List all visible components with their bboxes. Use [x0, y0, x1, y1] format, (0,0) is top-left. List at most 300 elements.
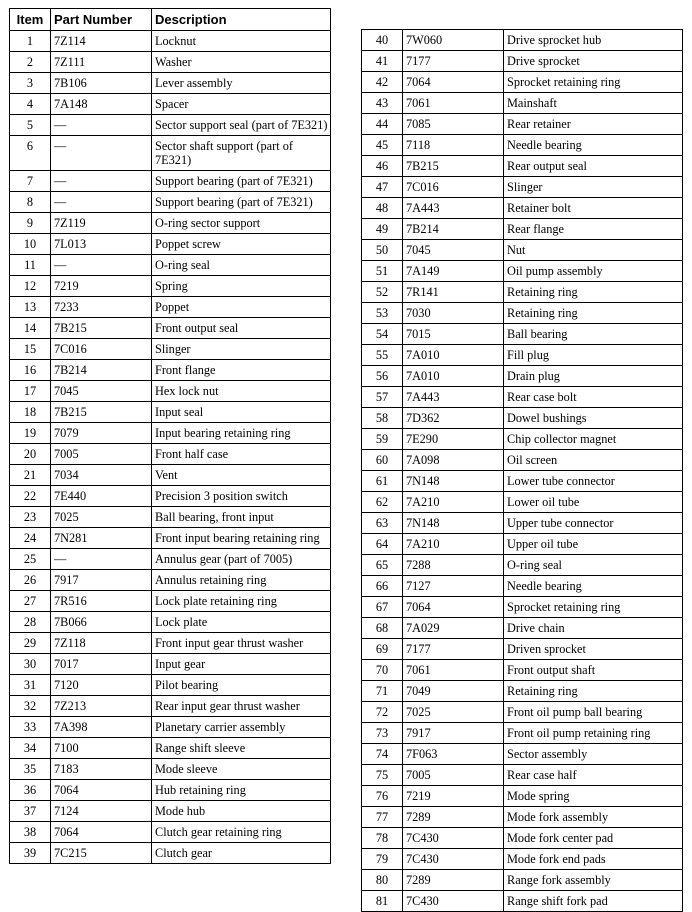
table-row: [362, 324, 683, 345]
part-number: 7E440: [51, 486, 152, 507]
part-description: Mode fork end pads: [504, 849, 683, 870]
part-number: —: [51, 255, 152, 276]
item-number: 65: [362, 555, 403, 576]
part-description: Mode hub: [152, 801, 331, 822]
part-description: Dowel bushings: [504, 408, 683, 429]
part-description: Drive sprocket: [504, 51, 683, 72]
part-description: Locknut: [152, 31, 331, 52]
table-row: [10, 115, 331, 136]
part-number: 7R516: [51, 591, 152, 612]
part-description: Rear case half: [504, 765, 683, 786]
table-row: [362, 870, 683, 891]
item-number: 26: [10, 570, 51, 591]
item-number: 80: [362, 870, 403, 891]
part-number: 7A443: [403, 198, 504, 219]
part-number: 7118: [403, 135, 504, 156]
item-number: 5: [10, 115, 51, 136]
item-number: 75: [362, 765, 403, 786]
part-number: 7219: [403, 786, 504, 807]
part-description: Sector shaft support (part of 7E321): [152, 136, 331, 171]
table-row: [10, 696, 331, 717]
item-number: 71: [362, 681, 403, 702]
table-row: [362, 345, 683, 366]
part-number: 7A149: [403, 261, 504, 282]
item-number: 54: [362, 324, 403, 345]
table-row: [10, 423, 331, 444]
part-number: 7289: [403, 807, 504, 828]
item-number: 43: [362, 93, 403, 114]
part-description: O-ring seal: [504, 555, 683, 576]
table-row: [362, 471, 683, 492]
part-description: Poppet: [152, 297, 331, 318]
part-number: 7177: [403, 639, 504, 660]
item-number: 74: [362, 744, 403, 765]
table-row: [10, 94, 331, 115]
item-number: 72: [362, 702, 403, 723]
item-number: 8: [10, 192, 51, 213]
part-description: Precision 3 position switch: [152, 486, 331, 507]
table-row: [10, 759, 331, 780]
part-description: Range fork assembly: [504, 870, 683, 891]
part-number: 7045: [403, 240, 504, 261]
table-row: [10, 213, 331, 234]
part-number: 7A029: [403, 618, 504, 639]
table-row: [362, 282, 683, 303]
parts-table-left: [9, 8, 331, 864]
item-number: 28: [10, 612, 51, 633]
part-description: Slinger: [504, 177, 683, 198]
item-number: 22: [10, 486, 51, 507]
part-number: 7177: [403, 51, 504, 72]
item-number: 17: [10, 381, 51, 402]
part-number: 7015: [403, 324, 504, 345]
table-row: [10, 801, 331, 822]
part-number: 7127: [403, 576, 504, 597]
table-row: [362, 177, 683, 198]
item-number: 52: [362, 282, 403, 303]
item-number: 7: [10, 171, 51, 192]
part-number: 7N281: [51, 528, 152, 549]
part-number: 7Z118: [51, 633, 152, 654]
header-item: Item: [10, 9, 51, 31]
part-description: Range shift fork pad: [504, 891, 683, 912]
part-number: 7183: [51, 759, 152, 780]
part-description: Clutch gear: [152, 843, 331, 864]
part-description: Hub retaining ring: [152, 780, 331, 801]
part-description: Front output seal: [152, 318, 331, 339]
item-number: 12: [10, 276, 51, 297]
table-row: [10, 738, 331, 759]
table-row: [362, 114, 683, 135]
table-row: [10, 52, 331, 73]
table-row: [362, 408, 683, 429]
part-description: Front half case: [152, 444, 331, 465]
table-row: [10, 444, 331, 465]
item-number: 70: [362, 660, 403, 681]
item-number: 34: [10, 738, 51, 759]
part-number: 7A010: [403, 345, 504, 366]
table-row: [10, 549, 331, 570]
part-description: Fill plug: [504, 345, 683, 366]
table-row: [10, 822, 331, 843]
item-number: 15: [10, 339, 51, 360]
table-row: [10, 570, 331, 591]
part-description: Lower tube connector: [504, 471, 683, 492]
part-number: 7B066: [51, 612, 152, 633]
part-description: Driven sprocket: [504, 639, 683, 660]
item-number: 41: [362, 51, 403, 72]
part-number: 7N148: [403, 471, 504, 492]
table-row: [362, 30, 683, 51]
part-description: Spring: [152, 276, 331, 297]
part-description: Oil pump assembly: [504, 261, 683, 282]
part-description: Washer: [152, 52, 331, 73]
part-number: 7A443: [403, 387, 504, 408]
part-description: Needle bearing: [504, 135, 683, 156]
part-description: Pilot bearing: [152, 675, 331, 696]
item-number: 63: [362, 513, 403, 534]
part-description: Sprocket retaining ring: [504, 72, 683, 93]
item-number: 1: [10, 31, 51, 52]
part-description: Sprocket retaining ring: [504, 597, 683, 618]
part-number: 7W060: [403, 30, 504, 51]
table-row: [362, 198, 683, 219]
table-row: [362, 261, 683, 282]
table-row: [362, 492, 683, 513]
part-number: 7124: [51, 801, 152, 822]
table-row: [362, 240, 683, 261]
table-row: [362, 723, 683, 744]
part-description: Rear flange: [504, 219, 683, 240]
table-row: [362, 786, 683, 807]
item-number: 31: [10, 675, 51, 696]
item-number: 32: [10, 696, 51, 717]
part-number: —: [51, 136, 152, 171]
table-row: [362, 576, 683, 597]
item-number: 9: [10, 213, 51, 234]
table-row: [362, 366, 683, 387]
item-number: 37: [10, 801, 51, 822]
item-number: 51: [362, 261, 403, 282]
item-number: 11: [10, 255, 51, 276]
part-number: 7025: [51, 507, 152, 528]
parts-table-right-body: [362, 30, 683, 912]
part-description: Retaining ring: [504, 303, 683, 324]
table-row: [10, 612, 331, 633]
part-description: Front flange: [152, 360, 331, 381]
item-number: 73: [362, 723, 403, 744]
item-number: 77: [362, 807, 403, 828]
part-description: Front input bearing retaining ring: [152, 528, 331, 549]
table-row: [362, 597, 683, 618]
item-number: 19: [10, 423, 51, 444]
item-number: 21: [10, 465, 51, 486]
part-number: 7B214: [403, 219, 504, 240]
part-number: 7061: [403, 93, 504, 114]
part-description: Rear case bolt: [504, 387, 683, 408]
part-description: Clutch gear retaining ring: [152, 822, 331, 843]
item-number: 2: [10, 52, 51, 73]
item-number: 10: [10, 234, 51, 255]
header-description: Description: [152, 9, 331, 31]
part-number: 7030: [403, 303, 504, 324]
part-description: Drive sprocket hub: [504, 30, 683, 51]
table-row: [362, 534, 683, 555]
part-description: Drain plug: [504, 366, 683, 387]
table-row: [10, 171, 331, 192]
part-description: Slinger: [152, 339, 331, 360]
part-number: 7C430: [403, 891, 504, 912]
table-row: [362, 51, 683, 72]
part-number: —: [51, 115, 152, 136]
item-number: 42: [362, 72, 403, 93]
part-number: 7025: [403, 702, 504, 723]
part-description: Input seal: [152, 402, 331, 423]
part-description: Ball bearing, front input: [152, 507, 331, 528]
item-number: 4: [10, 94, 51, 115]
item-number: 49: [362, 219, 403, 240]
table-row: [10, 339, 331, 360]
item-number: 59: [362, 429, 403, 450]
table-row: [10, 507, 331, 528]
part-number: 7064: [51, 822, 152, 843]
part-number: 7288: [403, 555, 504, 576]
part-description: Sector assembly: [504, 744, 683, 765]
table-row: [362, 660, 683, 681]
part-number: 7R141: [403, 282, 504, 303]
table-row: [362, 765, 683, 786]
item-number: 27: [10, 591, 51, 612]
table-row: [362, 618, 683, 639]
item-number: 76: [362, 786, 403, 807]
table-row: [10, 192, 331, 213]
item-number: 23: [10, 507, 51, 528]
table-header-row: [10, 9, 331, 31]
table-row: [10, 402, 331, 423]
part-description: Mainshaft: [504, 93, 683, 114]
item-number: 67: [362, 597, 403, 618]
item-number: 78: [362, 828, 403, 849]
item-number: 55: [362, 345, 403, 366]
item-number: 47: [362, 177, 403, 198]
part-description: Hex lock nut: [152, 381, 331, 402]
table-row: [362, 219, 683, 240]
table-row: [10, 591, 331, 612]
item-number: 35: [10, 759, 51, 780]
item-number: 66: [362, 576, 403, 597]
part-description: Lock plate: [152, 612, 331, 633]
item-number: 18: [10, 402, 51, 423]
part-number: 7C430: [403, 849, 504, 870]
part-description: Lever assembly: [152, 73, 331, 94]
part-description: Support bearing (part of 7E321): [152, 192, 331, 213]
part-number: 7079: [51, 423, 152, 444]
part-number: 7L013: [51, 234, 152, 255]
item-number: 50: [362, 240, 403, 261]
item-number: 45: [362, 135, 403, 156]
part-number: 7A098: [403, 450, 504, 471]
part-description: Nut: [504, 240, 683, 261]
part-number: 7917: [403, 723, 504, 744]
part-description: Lower oil tube: [504, 492, 683, 513]
item-number: 61: [362, 471, 403, 492]
part-description: Planetary carrier assembly: [152, 717, 331, 738]
part-description: Chip collector magnet: [504, 429, 683, 450]
item-number: 56: [362, 366, 403, 387]
item-number: 33: [10, 717, 51, 738]
part-number: —: [51, 192, 152, 213]
part-description: O-ring sector support: [152, 213, 331, 234]
part-number: 7289: [403, 870, 504, 891]
part-number: 7017: [51, 654, 152, 675]
item-number: 64: [362, 534, 403, 555]
part-description: Upper tube connector: [504, 513, 683, 534]
part-number: 7064: [51, 780, 152, 801]
table-row: [10, 73, 331, 94]
part-number: 7917: [51, 570, 152, 591]
part-number: 7064: [403, 597, 504, 618]
item-number: 68: [362, 618, 403, 639]
part-description: Front input gear thrust washer: [152, 633, 331, 654]
table-row: [362, 555, 683, 576]
table-row: [10, 31, 331, 52]
table-row: [10, 318, 331, 339]
item-number: 81: [362, 891, 403, 912]
item-number: 48: [362, 198, 403, 219]
part-description: Input bearing retaining ring: [152, 423, 331, 444]
part-number: 7Z213: [51, 696, 152, 717]
part-description: Needle bearing: [504, 576, 683, 597]
part-number: —: [51, 171, 152, 192]
part-description: Mode spring: [504, 786, 683, 807]
part-number: 7B106: [51, 73, 152, 94]
part-number: 7100: [51, 738, 152, 759]
item-number: 20: [10, 444, 51, 465]
part-number: 7049: [403, 681, 504, 702]
parts-table-left-body: [10, 31, 331, 864]
table-row: [10, 381, 331, 402]
item-number: 30: [10, 654, 51, 675]
item-number: 24: [10, 528, 51, 549]
item-number: 79: [362, 849, 403, 870]
item-number: 62: [362, 492, 403, 513]
part-description: Sector support seal (part of 7E321): [152, 115, 331, 136]
part-number: 7D362: [403, 408, 504, 429]
table-row: [10, 234, 331, 255]
part-description: Support bearing (part of 7E321): [152, 171, 331, 192]
part-description: Annulus retaining ring: [152, 570, 331, 591]
part-number: 7C016: [403, 177, 504, 198]
table-row: [362, 387, 683, 408]
part-number: 7061: [403, 660, 504, 681]
table-row: [362, 681, 683, 702]
part-number: 7034: [51, 465, 152, 486]
table-row: [362, 72, 683, 93]
part-description: Front oil pump retaining ring: [504, 723, 683, 744]
item-number: 58: [362, 408, 403, 429]
table-row: [362, 828, 683, 849]
part-description: Oil screen: [504, 450, 683, 471]
part-description: Rear retainer: [504, 114, 683, 135]
part-description: Poppet screw: [152, 234, 331, 255]
part-description: Retaining ring: [504, 681, 683, 702]
table-row: [362, 744, 683, 765]
part-description: Front output shaft: [504, 660, 683, 681]
table-row: [362, 891, 683, 912]
item-number: 16: [10, 360, 51, 381]
part-number: 7B215: [51, 318, 152, 339]
table-row: [362, 807, 683, 828]
part-description: Input gear: [152, 654, 331, 675]
table-row: [10, 360, 331, 381]
part-description: Front oil pump ball bearing: [504, 702, 683, 723]
item-number: 46: [362, 156, 403, 177]
table-row: [362, 450, 683, 471]
part-description: Rear output seal: [504, 156, 683, 177]
table-row: [10, 633, 331, 654]
part-description: O-ring seal: [152, 255, 331, 276]
part-description: Vent: [152, 465, 331, 486]
part-number: 7A210: [403, 534, 504, 555]
table-row: [10, 297, 331, 318]
item-number: 69: [362, 639, 403, 660]
part-number: 7N148: [403, 513, 504, 534]
item-number: 38: [10, 822, 51, 843]
table-row: [362, 135, 683, 156]
part-number: 7Z114: [51, 31, 152, 52]
part-number: 7120: [51, 675, 152, 696]
table-row: [362, 303, 683, 324]
item-number: 29: [10, 633, 51, 654]
item-number: 53: [362, 303, 403, 324]
item-number: 60: [362, 450, 403, 471]
part-description: Upper oil tube: [504, 534, 683, 555]
table-row: [362, 93, 683, 114]
part-number: 7005: [403, 765, 504, 786]
table-row: [362, 429, 683, 450]
part-number: 7219: [51, 276, 152, 297]
table-row: [10, 528, 331, 549]
table-row: [10, 780, 331, 801]
part-description: Mode fork assembly: [504, 807, 683, 828]
table-row: [10, 255, 331, 276]
item-number: 36: [10, 780, 51, 801]
part-description: Rear input gear thrust washer: [152, 696, 331, 717]
table-row: [362, 702, 683, 723]
part-number: 7A010: [403, 366, 504, 387]
table-row: [10, 843, 331, 864]
parts-table-right: [361, 29, 683, 912]
part-number: 7A148: [51, 94, 152, 115]
part-number: 7A398: [51, 717, 152, 738]
table-row: [10, 675, 331, 696]
part-number: 7233: [51, 297, 152, 318]
part-number: 7C016: [51, 339, 152, 360]
item-number: 14: [10, 318, 51, 339]
part-description: Retainer bolt: [504, 198, 683, 219]
table-row: [10, 486, 331, 507]
part-number: 7085: [403, 114, 504, 135]
table-row: [362, 513, 683, 534]
item-number: 6: [10, 136, 51, 171]
part-description: Lock plate retaining ring: [152, 591, 331, 612]
part-number: 7C215: [51, 843, 152, 864]
part-description: Ball bearing: [504, 324, 683, 345]
part-number: 7E290: [403, 429, 504, 450]
part-number: —: [51, 549, 152, 570]
table-row: [10, 465, 331, 486]
table-row: [10, 136, 331, 171]
